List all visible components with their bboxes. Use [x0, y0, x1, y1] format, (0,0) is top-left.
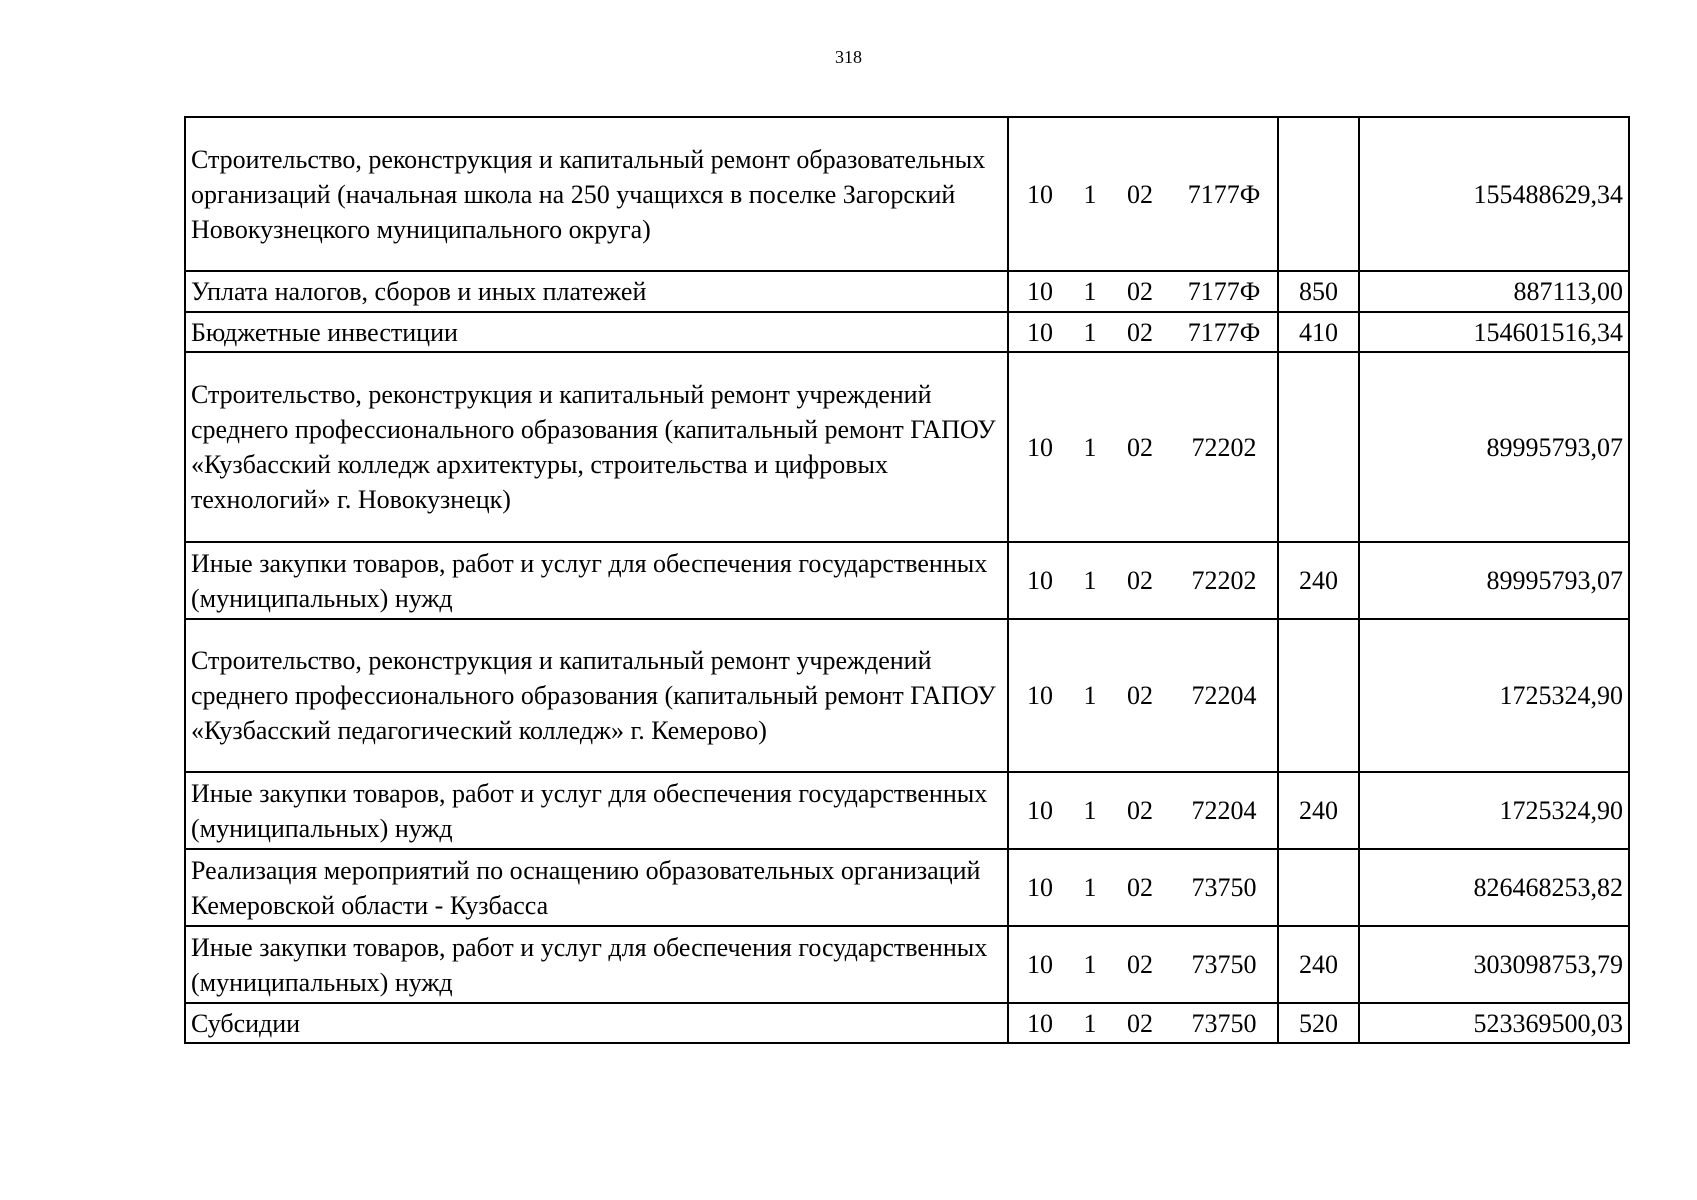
- code-gp: 10: [1027, 432, 1053, 462]
- row-codes: [1008, 352, 1278, 542]
- code-mr: 02: [1127, 681, 1153, 710]
- code-sp: 1: [1083, 1008, 1097, 1038]
- code-gp: 10: [1027, 681, 1053, 710]
- table-row: [185, 849, 1629, 926]
- row-amount: 887113,00: [1359, 271, 1629, 312]
- page-number: 318: [835, 47, 862, 67]
- row-codes: [1008, 619, 1278, 772]
- table-row: [185, 772, 1629, 849]
- code-sp: 1: [1083, 796, 1097, 825]
- budget-table: [184, 116, 1630, 1044]
- row-name: Строительство, реконструкция и капитальный ремонт учреждений среднего профессионального образования (капитальный ремонт ГАПОУ «Кузбасский колледж архитектуры, строительства и цифровых технологий» г. Новокузнецк): [185, 352, 1008, 542]
- row-vr: 410: [1278, 312, 1359, 352]
- code-gp: 10: [1027, 873, 1053, 902]
- table-row: [185, 312, 1629, 352]
- code-mr: 02: [1127, 950, 1153, 979]
- row-amount: 523369500,03: [1359, 1003, 1629, 1043]
- row-codes: [1008, 542, 1278, 619]
- row-codes: [1008, 926, 1278, 1003]
- row-name: Иные закупки товаров, работ и услуг для обеспечения государственных (муниципальных) нужд: [185, 926, 1008, 1003]
- row-vr: [1278, 619, 1359, 772]
- code-sp: 1: [1083, 317, 1097, 347]
- code-gp: 10: [1027, 317, 1053, 347]
- code-mr: 02: [1127, 1008, 1153, 1038]
- code-dr: 72204: [1191, 681, 1257, 710]
- code-mr: 02: [1127, 796, 1153, 825]
- row-amount: 89995793,07: [1359, 542, 1629, 619]
- table-row: [185, 117, 1629, 271]
- code-sp: 1: [1083, 681, 1097, 710]
- code-mr: 02: [1127, 873, 1153, 902]
- code-gp: 10: [1027, 950, 1053, 979]
- row-vr: [1278, 117, 1359, 271]
- code-gp: 10: [1027, 277, 1053, 306]
- table-row: [185, 542, 1629, 619]
- code-dr: 72202: [1191, 566, 1257, 595]
- code-dr: 72202: [1191, 432, 1257, 462]
- code-mr: 02: [1127, 179, 1153, 209]
- row-vr: 240: [1278, 542, 1359, 619]
- row-name: Уплата налогов, сборов и иных платежей: [185, 271, 1008, 312]
- code-mr: 02: [1127, 566, 1153, 595]
- code-mr: 02: [1127, 432, 1153, 462]
- code-sp: 1: [1083, 432, 1097, 462]
- code-dr: 7177Ф: [1187, 179, 1261, 209]
- row-name: Реализация мероприятий по оснащению образовательных организаций Кемеровской области - Кузбасса: [185, 849, 1008, 926]
- code-mr: 02: [1127, 317, 1153, 347]
- code-sp: 1: [1083, 873, 1097, 902]
- row-codes: [1008, 271, 1278, 312]
- table-row: [185, 1003, 1629, 1043]
- code-sp: 1: [1083, 277, 1097, 306]
- row-vr: 850: [1278, 271, 1359, 312]
- code-dr: 73750: [1191, 873, 1257, 902]
- row-amount: 303098753,79: [1359, 926, 1629, 1003]
- code-dr: 73750: [1191, 950, 1257, 979]
- code-sp: 1: [1083, 566, 1097, 595]
- row-name: Строительство, реконструкция и капитальный ремонт учреждений среднего профессионального образования (капитальный ремонт ГАПОУ «Кузбасский педагогический колледж» г. Кемерово): [185, 619, 1008, 772]
- code-dr: 7177Ф: [1187, 317, 1261, 347]
- row-name: Иные закупки товаров, работ и услуг для обеспечения государственных (муниципальных) нужд: [185, 542, 1008, 619]
- row-vr: 240: [1278, 772, 1359, 849]
- code-gp: 10: [1027, 566, 1053, 595]
- row-name: Иные закупки товаров, работ и услуг для обеспечения государственных (муниципальных) нужд: [185, 772, 1008, 849]
- row-codes: [1008, 117, 1278, 271]
- row-name: Строительство, реконструкция и капитальный ремонт образовательных организаций (начальная школа на 250 учащихся в поселке Загорский Новокузнецкого муниципального округа): [185, 117, 1008, 271]
- table-row: [185, 352, 1629, 542]
- row-codes: [1008, 849, 1278, 926]
- code-dr: 73750: [1191, 1008, 1257, 1038]
- table-row: [185, 271, 1629, 312]
- row-vr: 520: [1278, 1003, 1359, 1043]
- row-amount: 1725324,90: [1359, 619, 1629, 772]
- row-name: Бюджетные инвестиции: [185, 312, 1008, 352]
- row-codes: [1008, 1003, 1278, 1043]
- code-sp: 1: [1083, 950, 1097, 979]
- code-mr: 02: [1127, 277, 1153, 306]
- row-amount: 155488629,34: [1359, 117, 1629, 271]
- table-row: [185, 926, 1629, 1003]
- code-dr: 72204: [1191, 796, 1257, 825]
- row-amount: 1725324,90: [1359, 772, 1629, 849]
- row-name: Субсидии: [185, 1003, 1008, 1043]
- code-gp: 10: [1027, 796, 1053, 825]
- table-row: [185, 619, 1629, 772]
- code-sp: 1: [1083, 179, 1097, 209]
- row-amount: 89995793,07: [1359, 352, 1629, 542]
- code-dr: 7177Ф: [1187, 277, 1261, 306]
- row-amount: 826468253,82: [1359, 849, 1629, 926]
- code-gp: 10: [1027, 1008, 1053, 1038]
- row-codes: [1008, 312, 1278, 352]
- row-vr: 240: [1278, 926, 1359, 1003]
- row-codes: [1008, 772, 1278, 849]
- row-vr: [1278, 849, 1359, 926]
- code-gp: 10: [1027, 179, 1053, 209]
- row-amount: 154601516,34: [1359, 312, 1629, 352]
- row-vr: [1278, 352, 1359, 542]
